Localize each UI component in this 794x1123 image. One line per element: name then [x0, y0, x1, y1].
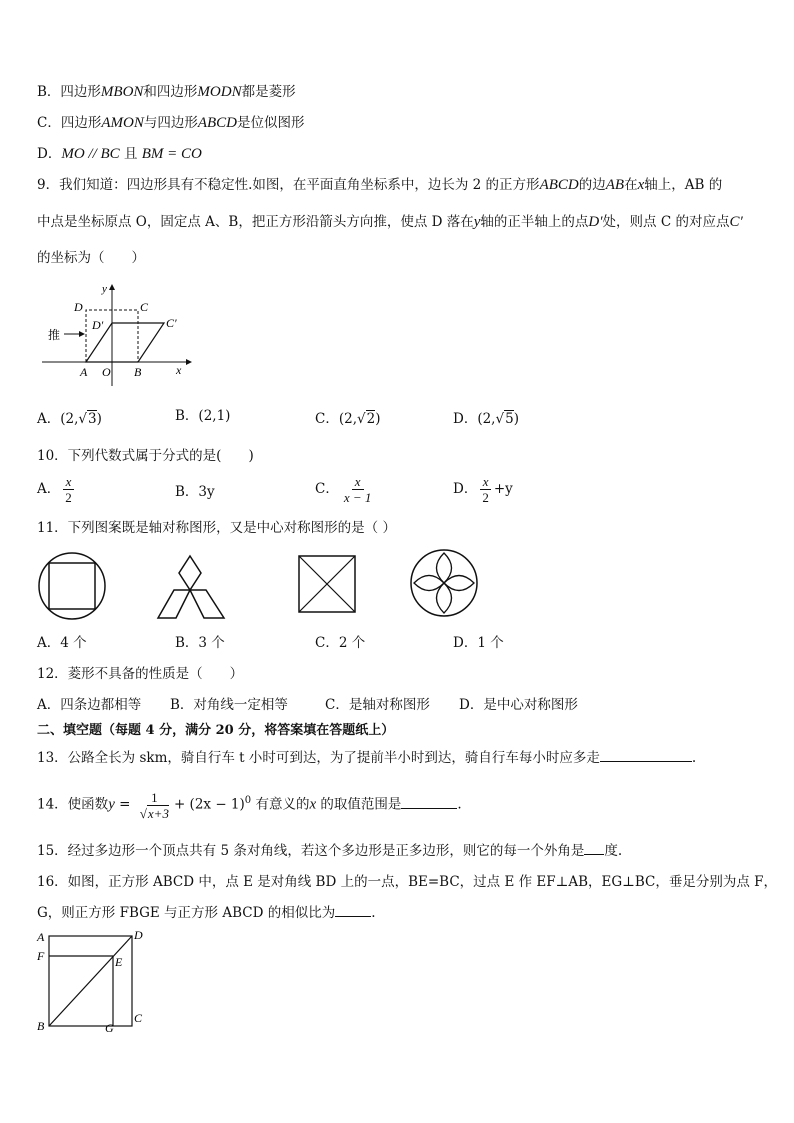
math: y: [473, 214, 481, 230]
math: ABCD: [539, 177, 579, 193]
text: 的取值范围是: [316, 796, 402, 813]
text: .: [457, 796, 462, 813]
label-o: O: [102, 365, 111, 379]
q11-option-b: B．3 个: [175, 635, 225, 651]
fraction: [137, 790, 172, 821]
q9-option-a: A．(2,√3): [37, 411, 102, 427]
text: + (2x − 1): [173, 796, 245, 813]
answer-blank[interactable]: [600, 749, 692, 762]
text: .: [371, 905, 376, 921]
math: AB: [605, 177, 625, 193]
text: 的边: [578, 177, 606, 193]
option-label: B．: [175, 408, 199, 424]
math: C′: [729, 214, 743, 230]
exponent: 0: [244, 795, 252, 806]
label-b: B: [37, 1019, 45, 1033]
label-g: G: [105, 1021, 114, 1034]
q11-pattern-square-diagonals: [297, 554, 359, 616]
q15: [37, 841, 622, 861]
math: x: [309, 796, 317, 813]
answer-blank[interactable]: [335, 904, 371, 917]
math: AMON: [101, 115, 144, 131]
label-f: F: [37, 949, 45, 963]
q14: [37, 785, 462, 821]
label-a: A: [80, 365, 88, 379]
push-arrowhead: [79, 331, 85, 337]
label-d: D: [134, 928, 143, 942]
answer-blank[interactable]: [584, 842, 604, 855]
text: ): [375, 411, 381, 427]
option-label: B．: [37, 84, 61, 100]
option-label: C．: [37, 115, 61, 131]
numerator: x: [352, 474, 364, 490]
q11-option-c: C．2 个: [315, 635, 366, 651]
q8-option-d: [37, 144, 202, 164]
text: =: [114, 796, 135, 813]
label-c: C: [140, 300, 149, 314]
q11-pattern-circle-square: [36, 550, 108, 622]
label-d: D: [74, 300, 83, 314]
text: 是位似图形: [237, 115, 305, 131]
q12-stem: 12．菱形不具备的性质是（ ）: [37, 666, 244, 682]
numerator: x: [480, 474, 492, 490]
label-dp: D′: [92, 318, 104, 332]
text: 轴上，AB 的: [644, 177, 723, 193]
text: 14．使函数: [37, 796, 109, 813]
fraction: [341, 474, 375, 505]
text: (2,: [60, 411, 79, 427]
math: MODN: [197, 84, 242, 100]
math: y: [108, 796, 115, 813]
text: 和四边形: [143, 84, 198, 100]
q10-option-b: [175, 482, 215, 502]
q16-line1: 16．如图，正方形 ABCD 中，点 E 是对角线 BD 上的一点，BE=BC，过点 E 作 EF⊥AB，EG⊥BC，垂足分别为点 F，: [37, 874, 777, 890]
q10-option-c: [315, 474, 376, 505]
label-c: C: [134, 1011, 143, 1025]
numerator: x: [63, 474, 75, 490]
math: MO // BC: [61, 146, 120, 162]
numerator: 1: [148, 790, 161, 806]
q11-pattern-circle-petals: [409, 548, 479, 618]
diagonal-bd: [49, 936, 132, 1026]
label-a: A: [37, 930, 45, 944]
q13: [37, 748, 696, 768]
push-label: 推: [48, 328, 61, 342]
text: 且: [119, 146, 142, 162]
math: D′: [588, 214, 603, 230]
label-cp: C′: [166, 316, 177, 330]
option-label: D．: [453, 411, 478, 427]
q11-option-d: D．1 个: [453, 635, 504, 651]
q16-line2: [37, 903, 376, 923]
q11-option-a: A．4 个: [37, 635, 87, 651]
math: x: [637, 177, 645, 193]
text: (2,1): [198, 408, 231, 424]
text: 轴的正半轴上的点: [480, 214, 589, 230]
denominator: x − 1: [343, 490, 372, 505]
q12-option-b: B．对角线一定相等: [170, 697, 288, 713]
option-label: B．: [175, 484, 199, 500]
denominator: 2: [482, 490, 489, 505]
q9-stem-line3: 的坐标为（ ）: [37, 250, 145, 266]
q8-option-c: [37, 113, 305, 133]
q9-option-c: C．(2,√2): [315, 411, 381, 427]
radicand: 5: [505, 411, 514, 427]
option-label: D．: [37, 146, 62, 162]
option-label: A．: [37, 481, 61, 497]
q9-stem-line1: [37, 175, 722, 195]
label-e: E: [115, 955, 123, 969]
radicand: 3: [88, 411, 97, 427]
q10-option-d: [453, 474, 513, 505]
q9-option-d: D．(2,√5): [453, 411, 519, 427]
option-label: C．: [315, 481, 339, 497]
q12-option-d: D．是中心对称图形: [459, 697, 578, 713]
text: 四边形: [60, 115, 102, 131]
denominator: √x+3: [139, 805, 169, 821]
label-b: B: [134, 365, 142, 379]
text: ): [513, 411, 519, 427]
q12-option-a: A．四条边都相等: [37, 697, 142, 713]
text: 13．公路全长为 skm，骑自行车 t 小时可到达，为了提前半小时到达，骑自行车每小时应多走: [37, 750, 600, 766]
fraction: [62, 474, 75, 505]
text: 都是菱形: [241, 84, 296, 100]
math: ABCD: [197, 115, 238, 131]
radicand: 2: [366, 411, 376, 427]
text: 15．经过多边形一个顶点共有 5 条对角线，若这个多边形是正多边形，则它的每一个外角是: [37, 843, 585, 859]
x-axis-arrow: [186, 359, 192, 365]
q12-option-c: C．是轴对称图形: [325, 697, 430, 713]
text: 9．我们知道：四边形具有不稳定性.如图，在平面直角坐标系中，边长为 2 的正方形: [37, 177, 540, 193]
text: (2,: [477, 411, 496, 427]
text: 度.: [604, 843, 623, 859]
text: +y: [493, 481, 513, 497]
q8-option-b: [37, 82, 296, 102]
text: ): [96, 411, 102, 427]
q9-stem-line2: [37, 212, 743, 232]
text: 3y: [198, 484, 215, 500]
fraction: [479, 474, 492, 505]
q16-figure: [34, 926, 152, 1034]
text: (2,: [338, 411, 357, 427]
section-heading: 二、填空题（每题 4 分，满分 20 分，将答案填在答题纸上）: [37, 723, 395, 738]
text: 在: [624, 177, 638, 193]
q9-figure: [36, 282, 196, 390]
q10-stem: 10．下列代数式属于分式的是( ): [37, 448, 254, 464]
label-y: y: [102, 283, 107, 295]
answer-blank[interactable]: [401, 796, 457, 809]
text: 处，则点 C 的对应点: [602, 214, 730, 230]
text: .: [691, 750, 697, 766]
text: 与四边形: [143, 115, 198, 131]
text: G，则正方形 FBGE 与正方形 ABCD 的相似比为: [37, 905, 336, 921]
option-label: D．: [453, 481, 478, 497]
math: MBON: [100, 84, 144, 100]
y-axis-arrow: [109, 284, 115, 290]
math: BM = CO: [141, 146, 202, 162]
text: 四边形: [60, 84, 101, 100]
q9-option-b: [175, 406, 230, 426]
option-label: A．: [37, 411, 61, 427]
text: 有意义的: [251, 796, 310, 813]
q11-stem: 11．下列图案既是轴对称图形，又是中心对称图形的是（ ）: [37, 520, 396, 536]
option-label: C．: [315, 411, 339, 427]
q11-pattern-three-diamonds: [156, 554, 228, 622]
text: 中点是坐标原点 O，固定点 A、B，把正方形沿箭头方向推，使点 D 落在: [37, 214, 474, 230]
q10-option-a: [37, 474, 77, 505]
label-x: x: [176, 363, 182, 377]
radicand: x+3: [147, 805, 169, 821]
denominator: 2: [65, 490, 72, 505]
